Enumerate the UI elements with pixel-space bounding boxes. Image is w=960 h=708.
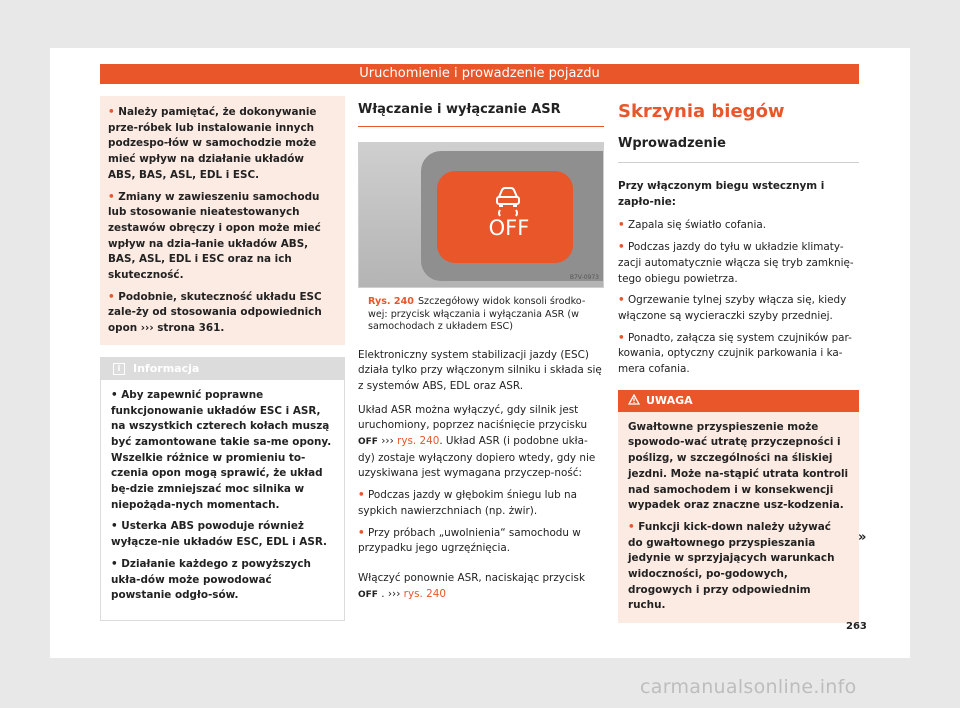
- paragraph: Włączyć ponownie ASR, naciskając przycisk OFF . ››› rys. 240: [358, 571, 585, 600]
- section-divider: [618, 162, 859, 163]
- column-middle: [358, 96, 604, 603]
- section-title: Włączanie i wyłączanie ASR: [358, 102, 561, 117]
- section-subtitle: Wprowadzenie: [618, 136, 726, 151]
- console-figure: [358, 142, 604, 288]
- watermark: carmanualsonline.info: [640, 676, 857, 698]
- info-icon: i: [113, 363, 125, 375]
- list-item: • Zmiany w zawieszeniu samochodu lub stosowanie nieatestowanych zestawów obręczy i opon może mieć wpływ na dzia-łanie układów ABS, BAS, ASL, EDL i ESC oraz na ich skuteczność.: [108, 190, 321, 282]
- off-symbol-icon: OFF: [358, 589, 378, 600]
- esc-car-skid-icon: [491, 183, 525, 219]
- list-item: • Ponadto, załącza się system czujników par-kowania, optyczny czujnik parkowania i ka-mera cofania.: [618, 331, 852, 376]
- list-item: • Funkcji kick-down należy używać do gwałtownego przyspieszania jedynie w sprzyjających warunkach widoczności, po-godowych, drogowych i przy odpowiednim ruchu.: [628, 520, 835, 612]
- warning-triangle-icon: [628, 394, 640, 405]
- chapter-title: Skrzynia biegów: [618, 101, 785, 122]
- note-box: [100, 96, 345, 345]
- continue-mark: »: [858, 530, 867, 545]
- list-item: • Podczas jazdy do tyłu w układzie klimaty-zacji automatycznie włącza się tryb zamknię-tego obiegu powietrza.: [618, 241, 854, 285]
- info-header: i Informacja: [101, 358, 344, 380]
- list-item: • Aby zapewnić poprawne funkcjonowanie układów ESC i ASR, na wszystkich czterech kołach muszą być zamontowane takie sa-me opony. Wszelkie różnice w promieniu to-czenia opon mogą sprawić, że układ bę-dzie zmniejszać moc silnika w niepożąda-nych momentach.: [111, 388, 332, 511]
- lead-text: Przy włączonym biegu wstecznym i zapło-nie:: [618, 180, 825, 208]
- list-item: • Usterka ABS powoduje również wyłącze-nie układów ESC, EDL i ASR.: [111, 520, 327, 549]
- list-item: • Zapala się światło cofania.: [618, 219, 767, 232]
- info-body: [101, 380, 344, 620]
- section-divider: [358, 126, 604, 127]
- warning-header: UWAGA: [618, 390, 859, 412]
- list-item: • Podobnie, skuteczność układu ESC zale-ży od stosowania odpowiednich opon ››› strona 361.: [108, 290, 322, 335]
- figure-reference[interactable]: rys. 240: [397, 435, 440, 448]
- figure-caption: Rys. 240 Szczegółowy widok konsoli środko-wej: przycisk włączania i wyłączania ASR (w samochodach z układem ESC): [368, 296, 586, 332]
- figure-code: B7V-0973: [569, 274, 599, 282]
- page-number: 263: [846, 621, 867, 632]
- off-label: OFF: [488, 216, 530, 240]
- list-item: • Działanie każdego z powyższych ukła-dów może powodować powstanie odgło-sów.: [111, 557, 311, 602]
- off-symbol-icon: OFF: [358, 437, 378, 448]
- column-left: [100, 96, 345, 621]
- list-item: • Należy pamiętać, że dokonywanie prze-róbek lub instalowanie innych podzespo-łów w samochodzie może mieć wpływ na działanie układów ABS, BAS, ASL, EDL i ESC.: [108, 106, 317, 181]
- warning-text: Gwałtowne przyspieszenie może spowodo-wać utratę przyczepności i poślizg, w szczególności na śliskiej jezdni. Może na-stąpić utrata kontroli nad samochodem i w konsekwencji wypadek oraz znaczne usz-kodzenia.: [628, 420, 849, 512]
- column-right: [618, 96, 859, 623]
- page-reference: ››› strona 361.: [140, 322, 225, 335]
- info-box: [100, 357, 345, 621]
- paragraph: Układ ASR można wyłączyć, gdy silnik jest uruchomiony, poprzez naciśnięcie przycisku OFF ››› rys. 240. Układ ASR (i podobne ukła-dy) zostaje wyłączony dopiero wtedy, gdy nie uzyskiwana jest wymagana przyczep-ność:: [358, 403, 596, 480]
- paragraph: Elektroniczny system stabilizacji jazdy (ESC) działa tylko przy włączonym silniku i składa się z systemów ABS, EDL oraz ASR.: [358, 348, 602, 392]
- list-item: • Przy próbach „uwolnienia“ samochodu w przypadku jego ugrzęźnięcia.: [358, 526, 581, 555]
- list-item: • Podczas jazdy w głębokim śniegu lub na sypkich nawierzchniach (np. żwir).: [358, 489, 577, 517]
- figure-reference[interactable]: rys. 240: [403, 587, 446, 600]
- list-item: • Ogrzewanie tylnej szyby włącza się, kiedy włączone są wycieraczki szyby przedniej.: [618, 294, 847, 322]
- warning-body: [618, 412, 859, 623]
- warning-box: [618, 390, 859, 623]
- page-header: Uruchomienie i prowadzenie pojazdu: [100, 64, 859, 84]
